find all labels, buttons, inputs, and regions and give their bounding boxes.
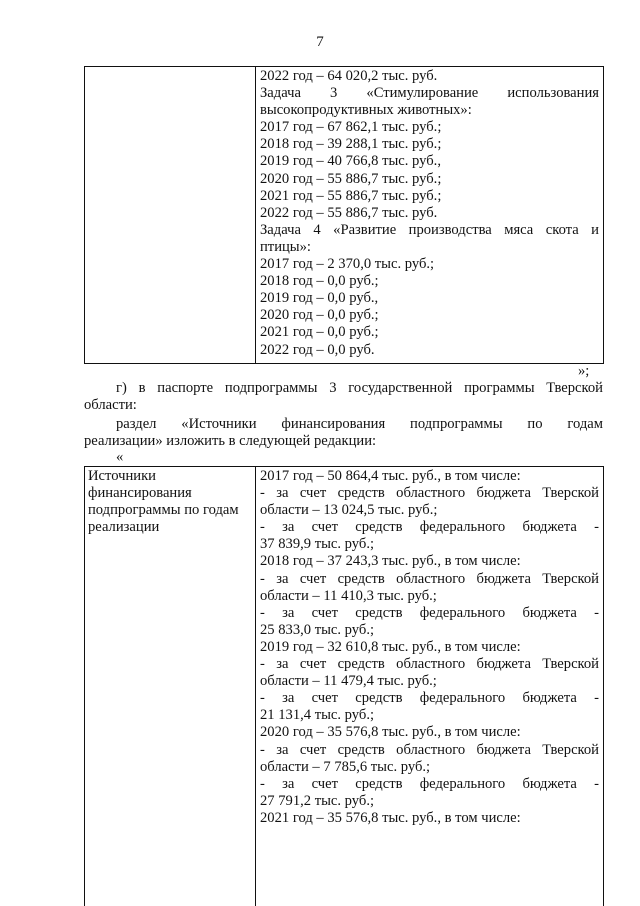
table-text-line: области – 7 785,6 тыс. руб.;: [260, 758, 431, 775]
table-text-line: Задача 3 «Стимулирование использования: [260, 85, 599, 102]
table-text-line: 27 791,2 тыс. руб.;: [260, 792, 375, 809]
left-cell-line: Источники: [88, 468, 156, 484]
table-text-line: - за счет средств областного бюджета Тверской: [260, 741, 599, 758]
table-text-line: 2017 год – 67 862,1 тыс. руб.;: [260, 119, 442, 136]
table-text-line: - за счет средств областного бюджета Тверской: [260, 656, 599, 673]
opening-quote: «: [116, 449, 124, 465]
table-text-line: - за счет средств федерального бюджета -: [260, 690, 599, 707]
closing-quote: »;: [578, 363, 590, 379]
page-number: 7: [316, 34, 324, 50]
funding-table-continued: [84, 66, 604, 364]
table-text-line: высокопродуктивных животных»:: [260, 102, 472, 119]
table-text-line: Задача 4 «Развитие производства мяса скота и: [260, 221, 599, 238]
table-text-line: 2022 год – 64 020,2 тыс. руб.: [260, 68, 438, 84]
table-text-line: 2020 год – 55 886,7 тыс. руб.;: [260, 170, 442, 187]
table-text-line: 2018 год – 37 243,3 тыс. руб., в том числе:: [260, 553, 521, 570]
table-text-line: 2022 год – 0,0 руб.: [260, 341, 375, 358]
table-text-line: - за счет средств федерального бюджета -: [260, 604, 599, 621]
table-text-line: 2017 год – 2 370,0 тыс. руб.;: [260, 256, 435, 273]
paragraph-section-line1: раздел «Источники финансирования подпрограммы по годам: [116, 416, 603, 432]
table-text-line: 2022 год – 55 886,7 тыс. руб.: [260, 204, 438, 221]
table-text-line: 2018 год – 39 288,1 тыс. руб.;: [260, 136, 442, 153]
table-text-line: 37 839,9 тыс. руб.;: [260, 536, 375, 553]
table-text-line: - за счет средств областного бюджета Тверской: [260, 485, 599, 502]
table-text-line: - за счет средств областного бюджета Тверской: [260, 570, 599, 587]
table-text-line: 2021 год – 35 576,8 тыс. руб., в том числе:: [260, 809, 521, 826]
table-text-line: 25 833,0 тыс. руб.;: [260, 621, 375, 638]
table-text-line: 2018 год – 0,0 руб.;: [260, 273, 379, 290]
table-right-cell: [256, 67, 603, 363]
table-text-line: 2020 год – 0,0 руб.;: [260, 307, 379, 324]
table-left-cell: [85, 467, 256, 906]
table-text-line: - за счет средств федерального бюджета -: [260, 775, 599, 792]
table-text-line: 2019 год – 40 766,8 тыс. руб.,: [260, 153, 441, 170]
table-text-line: области – 11 479,4 тыс. руб.;: [260, 673, 437, 690]
table-text-line: 2021 год – 55 886,7 тыс. руб.;: [260, 187, 442, 204]
table-left-cell-empty: [85, 67, 256, 363]
table-text-line: 2020 год – 35 576,8 тыс. руб., в том числе:: [260, 724, 521, 741]
table-right-cell: [256, 467, 603, 906]
table-text-line: 2021 год – 0,0 руб.;: [260, 324, 379, 341]
left-cell-line: финансирования: [88, 485, 192, 502]
left-cell-line: реализации: [88, 519, 160, 536]
paragraph-g-line2: области:: [84, 397, 137, 413]
table-text-line: области – 11 410,3 тыс. руб.;: [260, 587, 437, 604]
paragraph-g-line1: г) в паспорте подпрограммы 3 государственной программы Тверской: [116, 380, 603, 396]
table-text-line: 2019 год – 32 610,8 тыс. руб., в том числе:: [260, 638, 521, 655]
left-cell-line: подпрограммы по годам: [88, 502, 239, 519]
table-text-line: 21 131,4 тыс. руб.;: [260, 707, 375, 724]
table-text-line: области – 13 024,5 тыс. руб.;: [260, 502, 438, 519]
table-text-line: птицы»:: [260, 238, 311, 255]
paragraph-section-line2: реализации» изложить в следующей редакции:: [84, 433, 377, 449]
table-text-line: - за счет средств федерального бюджета -: [260, 519, 599, 536]
table-text-line: 2017 год – 50 864,4 тыс. руб., в том числе:: [260, 468, 521, 484]
table-text-line: 2019 год – 0,0 руб.,: [260, 290, 379, 307]
funding-sources-table: [84, 466, 604, 906]
